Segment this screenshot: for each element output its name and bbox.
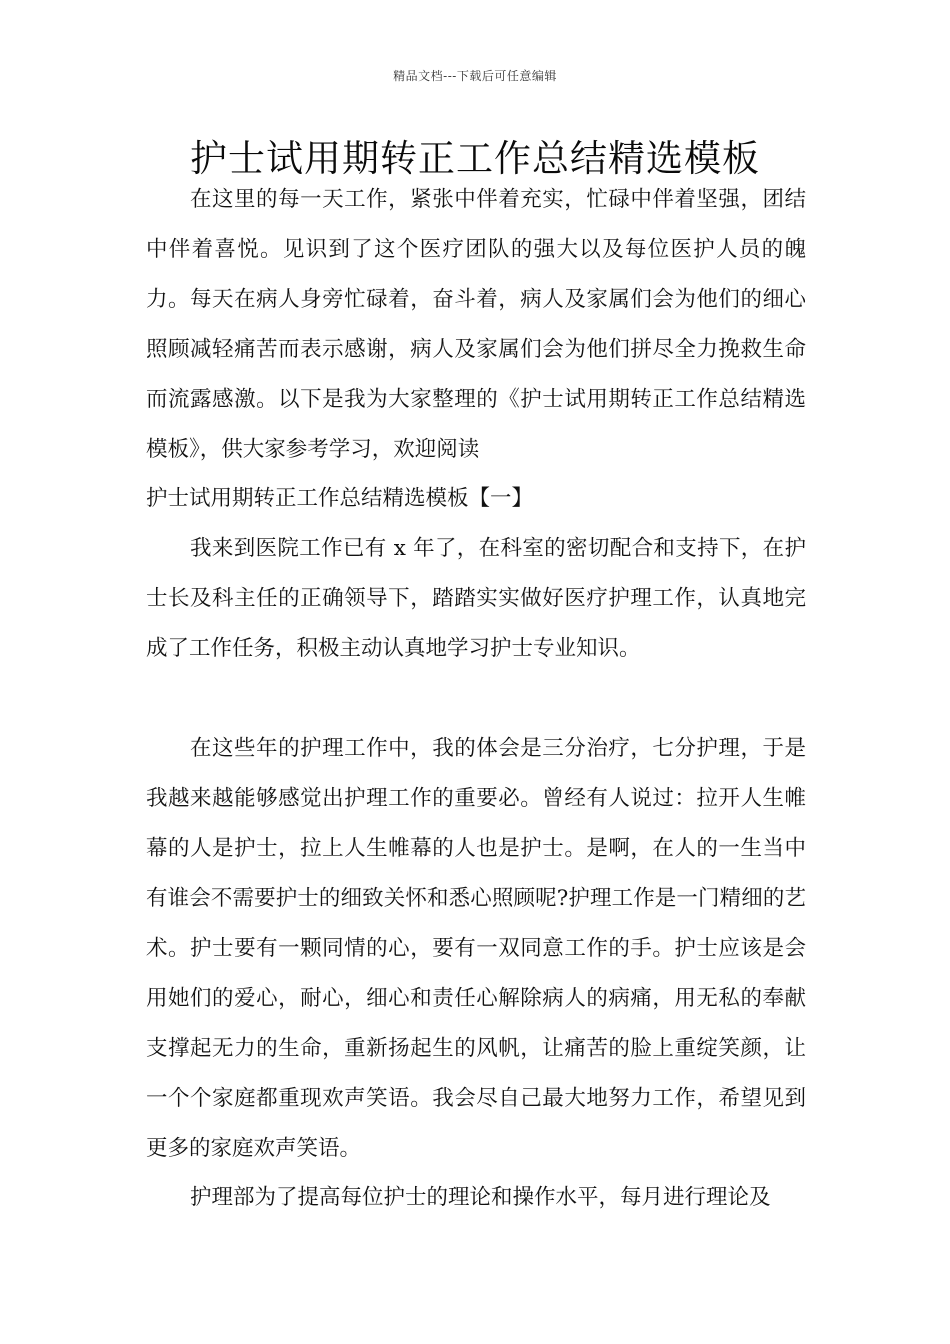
document-title: 护士试用期转正工作总结精选模板 [190,137,760,180]
body-paragraph: 在这些年的护理工作中，我的体会是三分治疗，七分护理，于是我越来越能够感觉出护理工作的重要必。曾经有人说过：拉开人生帷幕的人是护士，拉上人生帷幕的人也是护士。是啊，在人的一生当中有谁会不需要护士的细致关怀和悉心照顾呢?护理工作是一门精细的艺术。护士要有一颗同情的心，要有一双同意工作的手。护士应该是会用她们的爱心，耐心，细心和责任心解除病人的病痛，用无私的奉献支撑起无力的生命，重新扬起生的风帆，让痛苦的脸上重绽笑颜，让一个个家庭都重现欢声笑语。我会尽自己最大地努力工作，希望见到更多的家庭欢声笑语。 [146,736,806,1161]
body-paragraph: 护理部为了提高每位护士的理论和操作水平，每月进行理论及 [190,1185,771,1210]
section-heading: 护士试用期转正工作总结精选模板【一】 [146,486,534,511]
header-note: 精品文档---下载后可任意编辑 [393,69,557,83]
intro-paragraph: 在这里的每一天工作，紧张中伴着充实，忙碌中伴着坚强，团结中伴着喜悦。见识到了这个医疗团队的强大以及每位医护人员的魄力。每天在病人身旁忙碌着，奋斗着，病人及家属们会为他们的细心照顾减轻痛苦而表示感谢，病人及家属们会为他们拼尽全力挽救生命而流露感激。以下是我为大家整理的《护士试用期转正工作总结精选模板》，供大家参考学习，欢迎阅读 [146,187,806,462]
body-paragraph: 我来到医院工作已有 x 年了，在科室的密切配合和支持下，在护士长及科主任的正确领导下，踏踏实实做好医疗护理工作，认真地完成了工作任务，积极主动认真地学习护士专业知识。 [146,536,806,661]
